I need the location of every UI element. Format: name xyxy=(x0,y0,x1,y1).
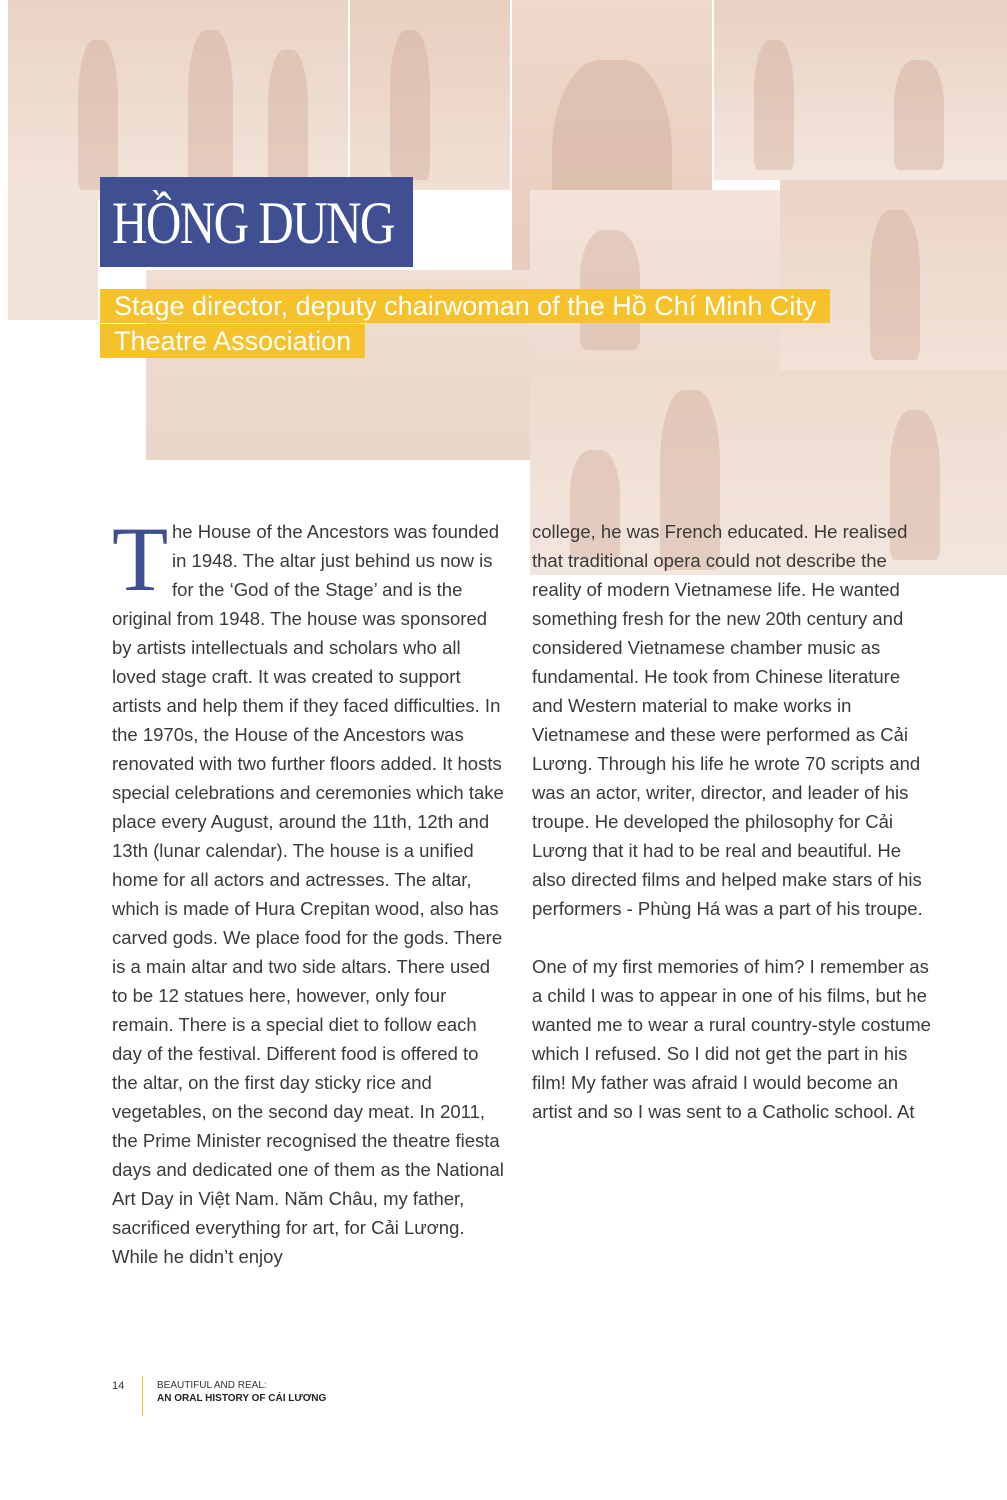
collage-photo xyxy=(780,180,1007,370)
subtitle-line-2: Theatre Association xyxy=(100,324,365,358)
collage-photo xyxy=(8,200,98,320)
book-title-line-2: AN ORAL HISTORY OF CÁI LƯƠNG xyxy=(157,1393,327,1404)
collage-photo xyxy=(350,0,510,190)
page-title: HỒNG DUNG xyxy=(112,190,394,256)
footer-divider xyxy=(142,1376,143,1416)
collage-photo xyxy=(714,0,1007,180)
collage-photo xyxy=(8,0,348,200)
article-paragraph: One of my first memories of him? I remember as a child I was to appear in one of his films, but he wanted me to wear a rural country-style costume which I refused. So I did not get the part in his film! My father was afraid I would become an artist and so I was sent to a Catholic school. At xyxy=(532,956,931,1122)
article-paragraph: college, he was French educated. He realised that traditional opera could not describe the reality of modern Vietnamese life. He wanted something fresh for the new 20th century and considered Vietnamese chamber music as fundamental. He took from Chinese literature and Western material to make works in Vietnamese and these were performed as Cải Lương. Through his life he wrote 70 scripts and was an actor, writer, director, and leader of his troupe. He developed the philosophy for Cải Lương that it had to be real and beautiful. He also directed films and helped make stars of his performers - Phùng Há was a part of his troupe. xyxy=(532,521,923,919)
drop-cap: T xyxy=(112,508,169,610)
book-title-line-1: BEAUTIFUL AND REAL: xyxy=(157,1380,267,1391)
article-column-right xyxy=(532,517,932,1126)
article-paragraph: he House of the Ancestors was founded in 1948. The altar just behind us now is for the ‘God of the Stage’ and is the original from 1948. The house was sponsored by artists intellectuals and scholars who all loved stage craft. It was created to support artists and help them if they faced difficulties. In the 1970s, the House of the Ancestors was renovated with two further floors added. It hosts special celebrations and ceremonies which take place every August, around the 11th, 12th and 13th (lunar calendar). The house is a unified home for all actors and actresses. The altar, which is made of Hura Crepitan wood, also has carved gods. We place food for the gods. There is a main altar and two side altars. There used to be 12 statues here, however, only four remain. There is a special diet to follow each day of the festival. Different food is offered to the altar, on the first day sticky rice and vegetables, on the second day meat. In 2011, the Prime Minister recognised the theatre fiesta days and dedicated one of them as the National Art Day in Việt Nam. Năm Châu, my father, sacrificed everything for art, for Cải Lương. While he didn’t enjoy xyxy=(112,521,504,1267)
subtitle-line-1: Stage director, deputy chairwoman of the Hồ Chí Minh City xyxy=(100,289,830,323)
article-column-left xyxy=(112,508,507,1271)
photo-collage xyxy=(0,0,1007,575)
page-number: 14 xyxy=(112,1380,125,1392)
